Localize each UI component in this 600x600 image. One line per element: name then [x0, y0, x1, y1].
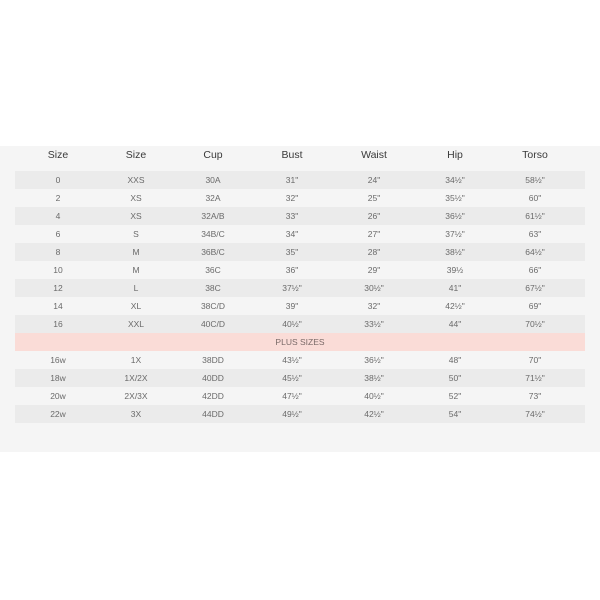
plus-sizes-label: PLUS SIZES — [275, 337, 325, 347]
cell-hip: 35½" — [445, 193, 465, 203]
cell-bust: 32" — [285, 193, 299, 203]
cell-torso: 60" — [528, 193, 542, 203]
header-cup: Cup — [203, 149, 223, 161]
cell-cup: 42DD — [202, 391, 224, 401]
header-size-letter: Size — [125, 149, 147, 161]
cell-size-numeric: 2 — [55, 193, 61, 203]
cell-waist: 32" — [367, 301, 381, 311]
cell-size-numeric: 6 — [55, 229, 61, 239]
cell-bust: 49½" — [282, 409, 302, 419]
cell-torso: 63" — [528, 229, 542, 239]
cell-bust: 45½" — [282, 373, 302, 383]
cell-size-numeric: 12 — [53, 283, 63, 293]
cell-hip: 52" — [448, 391, 462, 401]
cell-hip: 50" — [448, 373, 462, 383]
cell-torso: 70½" — [525, 319, 545, 329]
cell-torso: 69" — [528, 301, 542, 311]
cell-size-numeric: 22w — [50, 409, 66, 419]
cell-waist: 29" — [367, 265, 381, 275]
cell-cup: 38C/D — [200, 301, 226, 311]
cell-size-numeric: 14 — [53, 301, 63, 311]
size-chart-header — [0, 149, 600, 165]
cell-waist: 42½" — [364, 409, 384, 419]
cell-cup: 36C — [205, 265, 221, 275]
table-row — [15, 297, 585, 315]
cell-torso: 64½" — [525, 247, 545, 257]
cell-cup: 38C — [205, 283, 221, 293]
cell-size-letter: 1X — [130, 355, 142, 365]
cell-size-letter: XS — [130, 193, 142, 203]
cell-size-numeric: 8 — [55, 247, 61, 257]
cell-size-letter: 3X — [130, 409, 142, 419]
cell-cup: 34B/C — [201, 229, 225, 239]
cell-torso: 61½" — [525, 211, 545, 221]
cell-waist: 27" — [367, 229, 381, 239]
cell-size-letter: S — [133, 229, 139, 239]
table-row — [15, 171, 585, 189]
header-hip: Hip — [447, 149, 463, 161]
cell-bust: 39" — [285, 301, 299, 311]
table-row — [15, 189, 585, 207]
cell-waist: 26" — [367, 211, 381, 221]
cell-bust: 47½" — [282, 391, 302, 401]
cell-torso: 71½" — [525, 373, 545, 383]
cell-waist: 28" — [367, 247, 381, 257]
cell-hip: 37½" — [445, 229, 465, 239]
cell-bust: 34" — [285, 229, 299, 239]
cell-waist: 30½" — [364, 283, 384, 293]
cell-hip: 42½" — [445, 301, 465, 311]
cell-size-letter: XL — [130, 301, 142, 311]
cell-torso: 67½" — [525, 283, 545, 293]
table-row — [15, 207, 585, 225]
cell-size-numeric: 10 — [53, 265, 63, 275]
cell-waist: 40½" — [364, 391, 384, 401]
table-row — [15, 369, 585, 387]
cell-size-letter: XXS — [127, 175, 145, 185]
table-row — [15, 243, 585, 261]
cell-bust: 36" — [285, 265, 299, 275]
cell-waist: 38½" — [364, 373, 384, 383]
cell-torso: 58½" — [525, 175, 545, 185]
cell-cup: 36B/C — [201, 247, 225, 257]
table-row — [15, 405, 585, 423]
cell-bust: 35" — [285, 247, 299, 257]
size-chart-table — [15, 171, 585, 423]
table-row — [15, 225, 585, 243]
cell-cup: 40DD — [202, 373, 224, 383]
cell-size-letter: XXL — [127, 319, 145, 329]
cell-size-numeric: 20w — [50, 391, 66, 401]
table-row — [15, 351, 585, 369]
header-waist: Waist — [361, 149, 387, 161]
cell-hip: 41" — [448, 283, 462, 293]
cell-waist: 33½" — [364, 319, 384, 329]
cell-size-letter: M — [132, 247, 140, 257]
cell-size-numeric: 18w — [50, 373, 66, 383]
cell-hip: 48" — [448, 355, 462, 365]
cell-waist: 24" — [367, 175, 381, 185]
cell-hip: 34½" — [445, 175, 465, 185]
cell-waist: 36½" — [364, 355, 384, 365]
cell-torso: 73" — [528, 391, 542, 401]
cell-size-letter: M — [132, 265, 140, 275]
table-row — [15, 261, 585, 279]
cell-waist: 25" — [367, 193, 381, 203]
cell-cup: 32A/B — [201, 211, 225, 221]
cell-cup: 30A — [205, 175, 221, 185]
cell-cup: 38DD — [202, 355, 224, 365]
cell-cup: 44DD — [202, 409, 224, 419]
cell-hip: 36½" — [445, 211, 465, 221]
header-bust: Bust — [281, 149, 303, 161]
cell-hip: 54" — [448, 409, 462, 419]
table-row — [15, 315, 585, 333]
cell-torso: 70" — [528, 355, 542, 365]
cell-size-letter: 1X/2X — [124, 373, 148, 383]
cell-cup: 32A — [205, 193, 221, 203]
cell-size-numeric: 16w — [50, 355, 66, 365]
cell-hip: 39½ — [446, 265, 464, 275]
cell-size-numeric: 0 — [55, 175, 61, 185]
header-torso: Torso — [522, 149, 548, 161]
cell-bust: 40½" — [282, 319, 302, 329]
cell-hip: 38½" — [445, 247, 465, 257]
table-row — [15, 279, 585, 297]
header-size-numeric: Size — [47, 149, 69, 161]
cell-size-letter: L — [133, 283, 139, 293]
cell-cup: 40C/D — [200, 319, 226, 329]
cell-bust: 33" — [285, 211, 299, 221]
cell-size-letter: 2X/3X — [124, 391, 148, 401]
plus-sizes-band — [15, 333, 585, 351]
cell-size-numeric: 16 — [53, 319, 63, 329]
cell-torso: 66" — [528, 265, 542, 275]
cell-size-numeric: 4 — [55, 211, 61, 221]
cell-hip: 44" — [448, 319, 462, 329]
cell-bust: 31" — [285, 175, 299, 185]
cell-bust: 37½" — [282, 283, 302, 293]
table-row — [15, 387, 585, 405]
cell-bust: 43½" — [282, 355, 302, 365]
cell-torso: 74½" — [525, 409, 545, 419]
cell-size-letter: XS — [130, 211, 142, 221]
